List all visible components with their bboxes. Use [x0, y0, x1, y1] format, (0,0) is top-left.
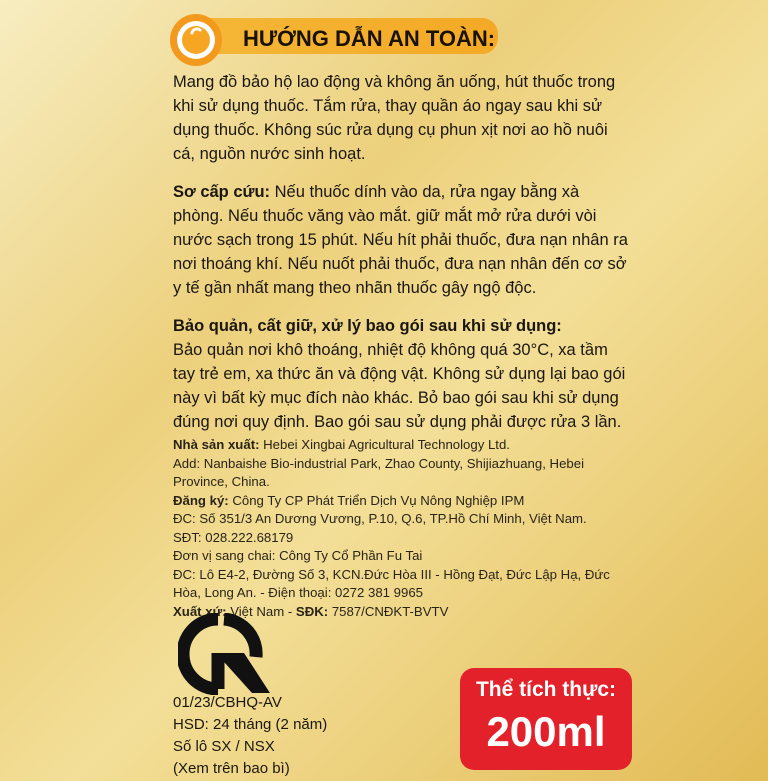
volume-badge — [460, 668, 632, 770]
first-aid-label: Sơ cấp cứu: — [173, 183, 271, 201]
cbhq-code: 01/23/CBHQ-AV — [173, 694, 282, 711]
safety-paragraph: Mang đồ bảo hộ lao động và không ăn uống, hút thuốc trong khi sử dụng thuốc. Tắm rửa, thay quần áo ngay sau khi sử dụng thuốc. Không súc rửa dụng cụ phun xịt nơi ao hồ nuôi cá, nguồn nước sinh hoạt. — [173, 73, 616, 163]
storage-label: Bảo quản, cất giữ, xử lý bao gói sau khi sử dụng: — [173, 317, 562, 335]
page-title: HƯỚNG DẪN AN TOÀN: — [243, 26, 496, 51]
droplet-logo-icon — [169, 13, 223, 67]
bottler-name: Đơn vị sang chai: Công Ty Cổ Phần Fu Tai — [173, 548, 423, 563]
lot-text: Số lô SX / NSX — [173, 738, 275, 755]
manufacturer-line — [173, 436, 633, 455]
bottler-address: ĐC: Lô E4-2, Đường Số 3, KCN.Đức Hòa III - Hồng Đạt, Đức Lập Hạ, Đức Hòa, Long An. - Điện thoại: 0272 381 9965 — [173, 566, 610, 600]
lot-note: (Xem trên bao bì) — [173, 760, 290, 777]
registrant-address: ĐC: Số 351/3 An Dương Vương, P.10, Q.6, TP.Hồ Chí Minh, Việt Nam. — [173, 511, 587, 526]
manufacturer-name: Hebei Xingbai Agricultural Technology Ltd. — [259, 437, 510, 452]
volume-value: 200ml — [486, 708, 606, 755]
label-content — [173, 70, 633, 621]
registrant-label: Đăng ký: — [173, 492, 229, 508]
sdk-value: 7587/CNĐKT-BVTV — [328, 603, 449, 619]
origin-label: Xuất xứ: — [173, 603, 227, 619]
registrant-line — [173, 492, 633, 511]
manufacturer-label: Nhà sản xuất: — [173, 437, 260, 452]
storage-text: Bảo quản nơi khô thoáng, nhiệt độ không quá 30°C, xa tầm tay trẻ em, xa thức ăn và động vật. Không sử dụng lại bao gói này vì bất kỳ mục đích nào khác. Bỏ bao gói sau khi sử dụng đúng nơi quy định. Bao gói sau sử dụng phải được rửa 3 lần. — [173, 341, 626, 431]
first-aid-paragraph — [173, 180, 633, 300]
sdk-label: SĐK: — [295, 603, 329, 619]
volume-label: Thể tích thực: — [475, 678, 617, 701]
cr-conformity-mark-icon — [178, 613, 272, 695]
registrant-phone: SĐT: 028.222.68179 — [173, 529, 294, 545]
batch-info — [173, 692, 327, 780]
first-aid-text: Nếu thuốc dính vào da, rửa ngay bằng xà phòng. Nếu thuốc văng vào mắt. giữ mắt mở rửa dưới vòi nước sạch trong 15 phút. Nếu hít phải thuốc, đưa nạn nhân ra nơi thoáng khí. Nếu nuốt phải thuốc, đưa nạn nhân đến cơ sở y tế gần nhất mang theo nhãn thuốc gây ngộ độc. — [173, 183, 628, 297]
registrant-name: Công Ty CP Phát Triển Dịch Vụ Nông Nghiệp IPM — [228, 492, 525, 508]
manufacturer-address: Add: Nanbaishe Bio-industrial Park, Zhao County, Shijiazhuang, Hebei Province, China. — [173, 455, 585, 489]
origin-value: Việt Nam - — [226, 603, 296, 619]
expiry-text: HSD: 24 tháng (2 năm) — [173, 716, 328, 733]
